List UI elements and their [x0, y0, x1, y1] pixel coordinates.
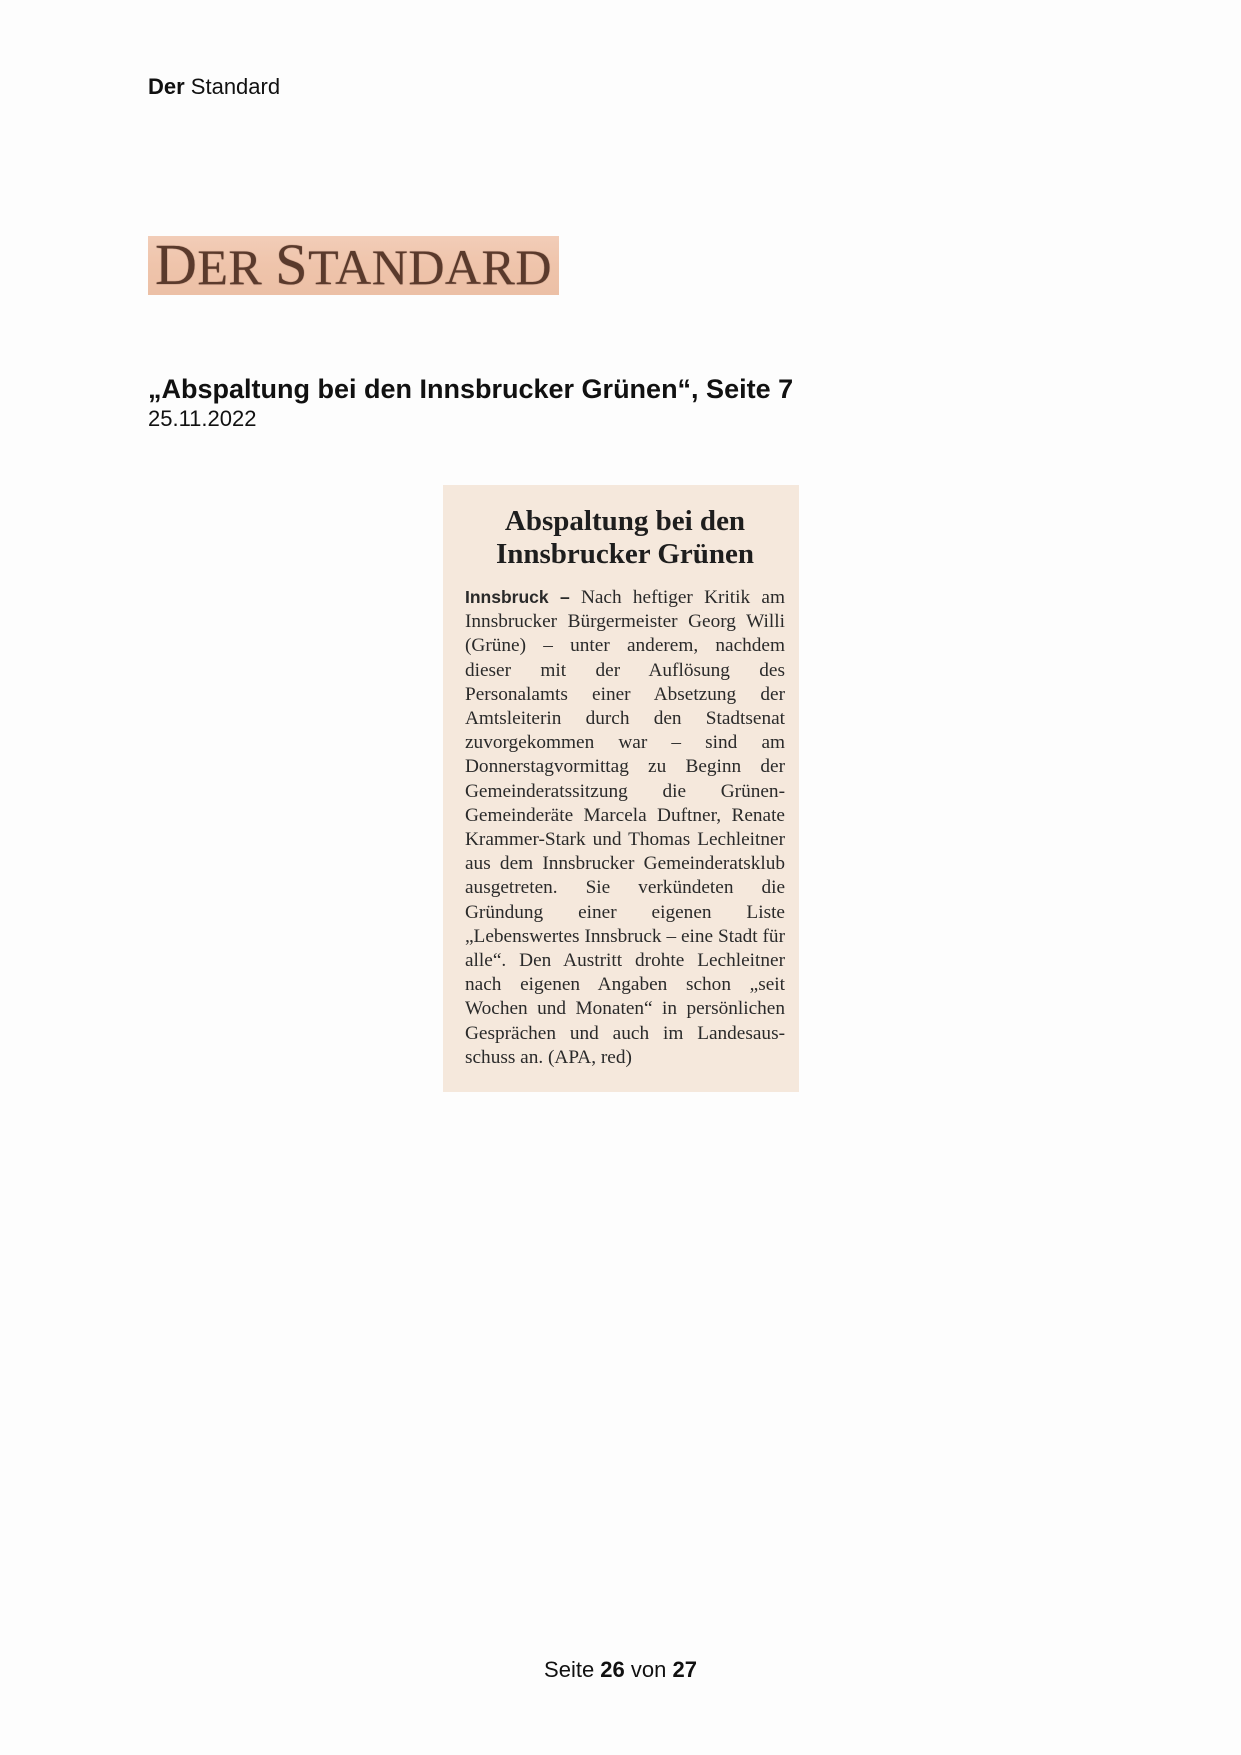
clipping-location: Innsbruck –: [465, 587, 570, 607]
newspaper-logo: [148, 236, 559, 295]
source-name-rest: Standard: [184, 74, 281, 99]
newspaper-logo-text: DER STANDARD: [155, 236, 552, 295]
source-header: [148, 74, 280, 100]
clipping-headline: [465, 505, 785, 571]
clipping-headline-line2: Innsbrucker Grünen: [495, 538, 755, 570]
clipping-body-text: Nach heftiger Kritik am Innsbrucker Bürgermeister Georg Willi (Grüne) – unter anderem, nachdem dieser mit der Auflösung des Personalamts einer Absetzung der Amtsleiterin durch den Stadtsenat zuvorgekommen war – sind am Donnerstagvormittag zu Beginn der Gemeinderatssitzung die Grünen-Gemeinderäte Marcela Duftner, Renate Krammer-Stark und Thomas Lechleitner aus dem Innsbrucker Gemeinderatsklub ausgetreten. Sie verkündeten die Gründung einer eigenen Liste „Lebenswertes Innsbruck – eine Stadt für alle“. Den Austritt drohte Lechleitner nach eigenen Angaben schon „seit Wochen und Monaten“ in persönlichen Gesprächen und auch im Landesausschuss an. (APA, red): [465, 587, 785, 1068]
page-footer: Seite 26 von 27: [544, 1657, 697, 1682]
source-name-bold: Der: [148, 74, 185, 99]
clipping-headline-line1: Abspaltung bei den: [504, 505, 746, 537]
current-page-number: 26: [600, 1657, 625, 1682]
clipping-body: [465, 585, 785, 1070]
total-pages-number: 27: [672, 1657, 697, 1682]
article-date: 25.11.2022: [148, 406, 257, 431]
article-title: „Abspaltung bei den Innsbrucker Grünen“, Seite 7: [148, 374, 794, 404]
newspaper-clipping: [443, 485, 799, 1092]
